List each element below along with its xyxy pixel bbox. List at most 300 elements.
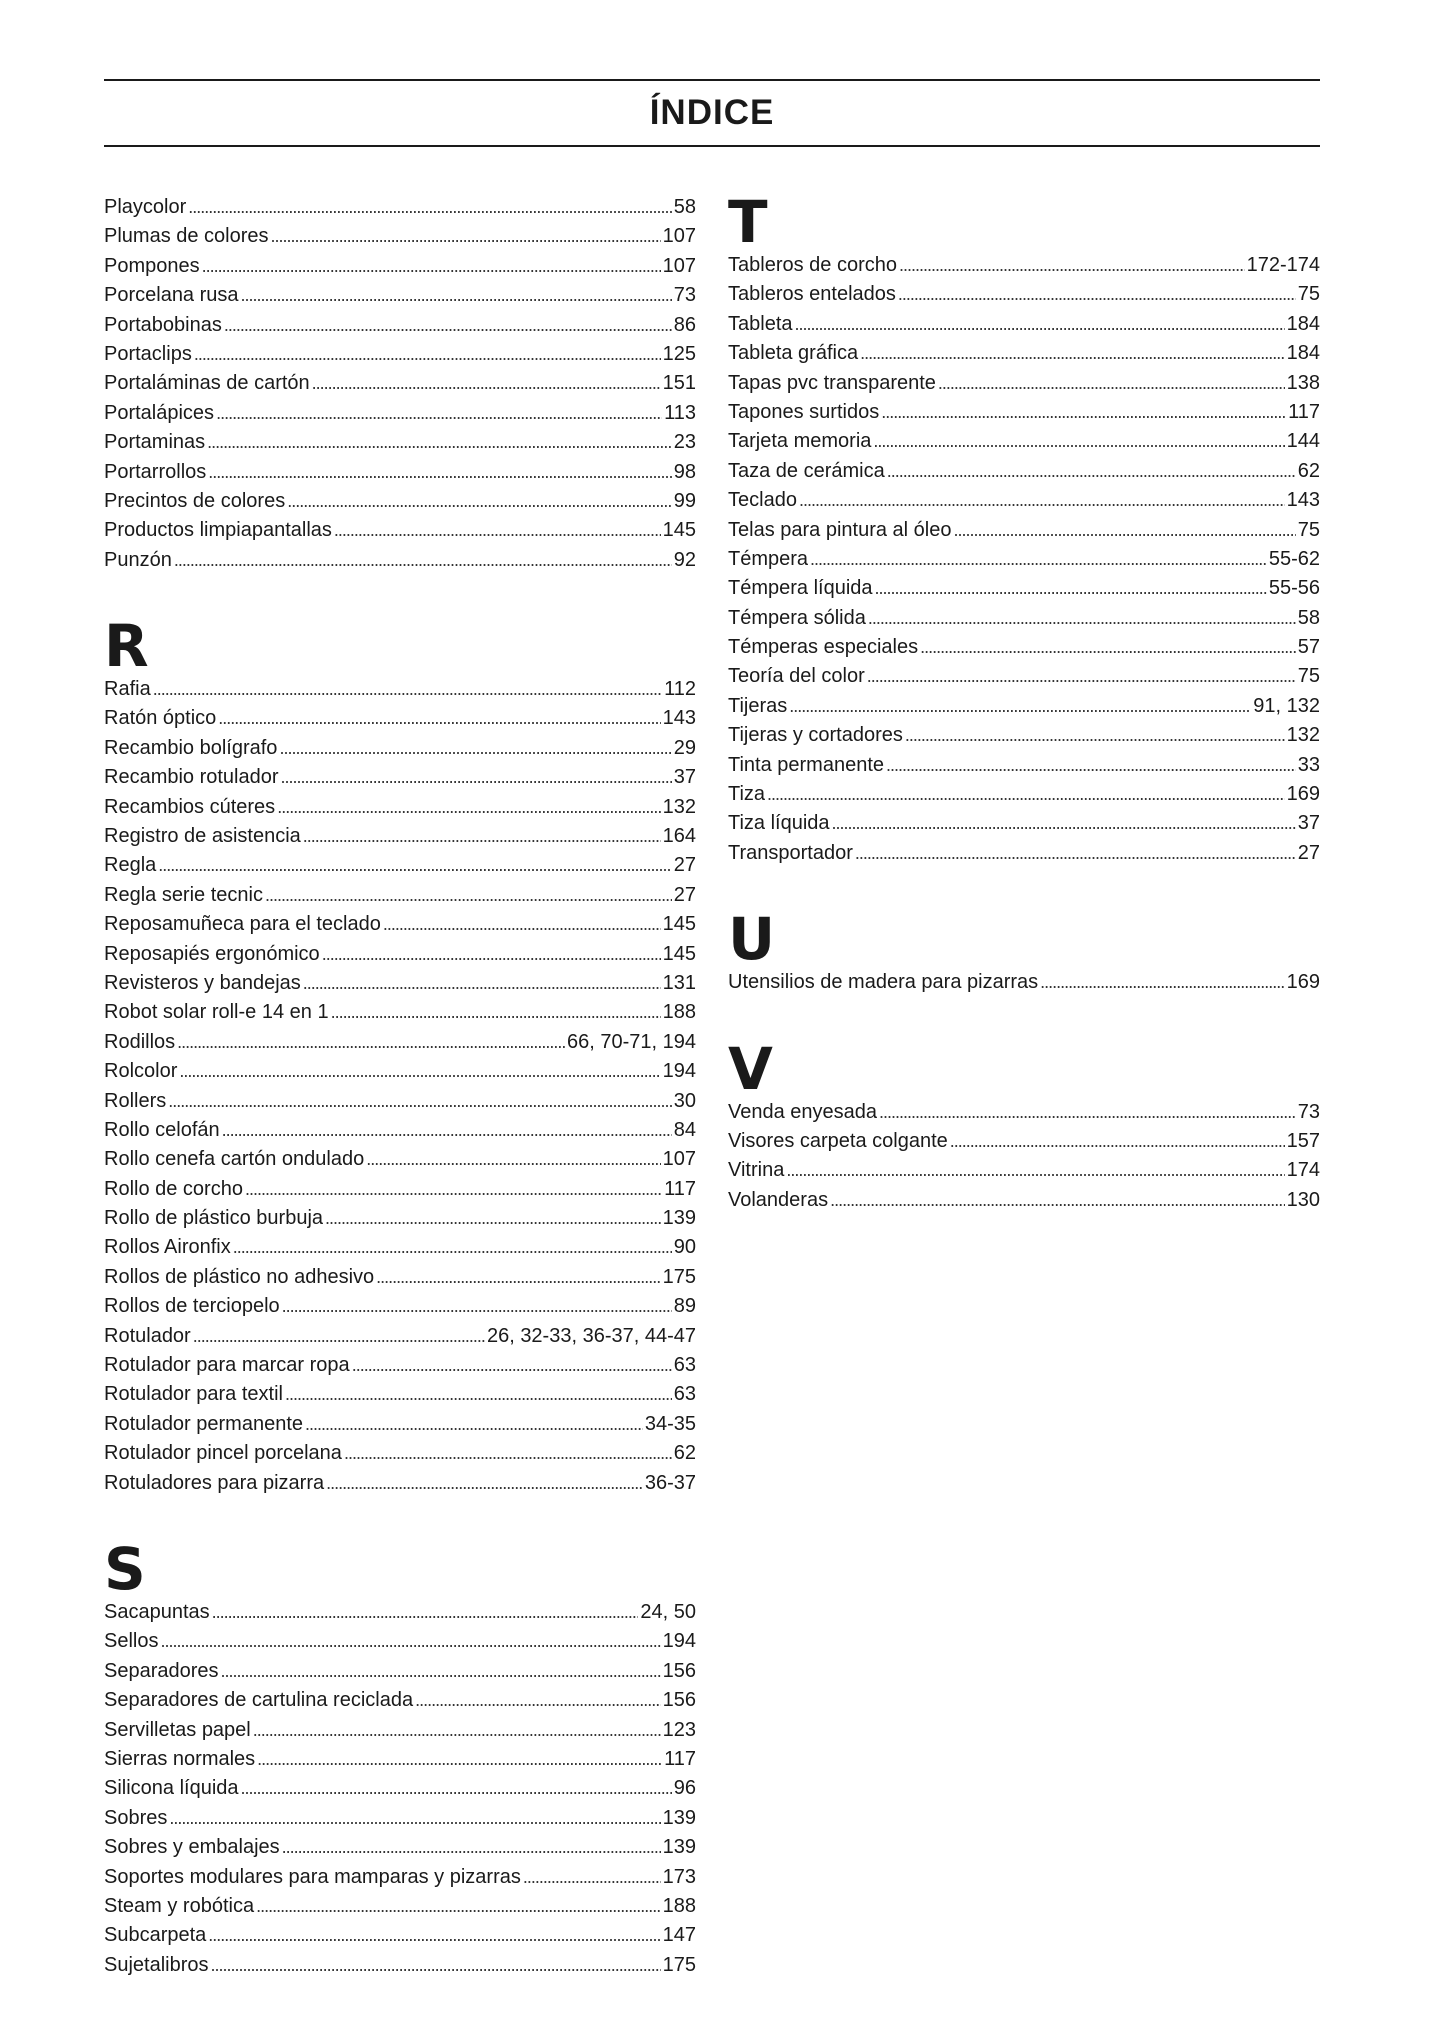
dot-leader (898, 280, 1296, 309)
entry-pages: 73 (673, 284, 696, 307)
index-entry (104, 458, 696, 487)
dot-leader (241, 281, 672, 310)
dot-leader (950, 1127, 1285, 1156)
entry-term: Robot solar roll-e 14 en 1 (104, 1001, 329, 1024)
entry-pages: 164 (662, 825, 696, 848)
entry-term: Portaclips (104, 342, 192, 365)
index-entry (104, 1686, 696, 1715)
entry-pages: 144 (1286, 430, 1320, 453)
entry-pages: 99 (673, 489, 696, 512)
index-entry (104, 428, 696, 457)
entry-term: Recambios cúteres (104, 795, 276, 818)
entry-term: Servilletas papel (104, 1718, 251, 1741)
entry-term: Porcelana rusa (104, 284, 239, 307)
dot-leader (881, 398, 1286, 427)
index-entry (104, 1469, 696, 1498)
entry-pages: 63 (673, 1383, 696, 1406)
entry-pages: 26, 32-33, 36-37, 44-47 (486, 1324, 696, 1347)
entry-term: Portalápices (104, 401, 215, 424)
dot-leader (177, 1028, 565, 1057)
entry-term: Sacapuntas (104, 1601, 210, 1623)
dot-leader (789, 692, 1251, 721)
dot-leader (334, 516, 661, 545)
index-entry (728, 692, 1320, 721)
dot-leader (366, 1145, 660, 1174)
entry-pages: 145 (662, 913, 696, 936)
dot-leader (158, 851, 671, 880)
index-entry (104, 1380, 696, 1409)
index-entry (104, 399, 696, 428)
entry-pages: 24, 50 (640, 1601, 696, 1623)
dot-leader (326, 1469, 643, 1498)
entry-term: Rollo de corcho (104, 1177, 243, 1200)
entry-term: Regla (104, 854, 157, 877)
index-entry (104, 1951, 696, 1980)
entry-term: Recambio rotulador (104, 766, 279, 789)
dot-leader (271, 222, 661, 251)
index-entry (728, 809, 1320, 838)
dot-leader (886, 751, 1296, 780)
dot-leader (799, 486, 1285, 515)
entry-term: Registro de asistencia (104, 825, 301, 848)
entry-pages: 174 (1286, 1159, 1320, 1182)
entry-pages: 139 (662, 1806, 696, 1829)
index-entry (104, 1116, 696, 1145)
dot-leader (253, 1716, 661, 1745)
dot-leader (873, 427, 1284, 456)
index-entry (104, 734, 696, 763)
index-entry (104, 1833, 696, 1862)
entry-pages: 143 (662, 707, 696, 730)
entry-term: Portabobinas (104, 313, 222, 336)
entry-term: Tapas pvc transparente (728, 371, 936, 394)
index-entry (104, 546, 696, 575)
index-entry (104, 1028, 696, 1057)
index-entry (104, 1863, 696, 1892)
dot-leader (168, 1087, 672, 1116)
entry-pages: 58 (673, 195, 696, 218)
entry-pages: 73 (1297, 1100, 1320, 1123)
entry-term: Tinta permanente (728, 753, 885, 776)
entry-term: Ratón óptico (104, 707, 217, 730)
entry-term: Teoría del color (728, 665, 865, 688)
index-entry (104, 222, 696, 251)
entry-term: Portaminas (104, 431, 206, 454)
entry-term: Portarrollos (104, 460, 207, 483)
entry-pages: 139 (662, 1836, 696, 1859)
index-entry (104, 969, 696, 998)
section-letter: T (728, 188, 768, 256)
index-entry (104, 881, 696, 910)
entry-pages: 188 (662, 1001, 696, 1024)
dot-leader (875, 574, 1267, 603)
index-section (728, 188, 1320, 868)
index-entry (728, 427, 1320, 456)
dot-leader (279, 734, 671, 763)
entry-term: Teclado (728, 489, 797, 512)
entry-pages: 117 (664, 1177, 696, 1200)
index-entry (104, 998, 696, 1027)
section-letter: S (104, 1535, 146, 1604)
entry-pages: 172-174 (1246, 253, 1320, 276)
entry-pages: 156 (662, 1689, 696, 1712)
dot-leader (221, 1657, 661, 1686)
entry-pages: 173 (662, 1865, 696, 1888)
dot-leader (208, 1921, 660, 1950)
dot-leader (832, 809, 1296, 838)
dot-leader (233, 1234, 672, 1263)
entry-pages: 86 (673, 313, 696, 336)
index-entry (728, 968, 1320, 997)
index-entry (728, 280, 1320, 309)
index-entry (104, 1234, 696, 1263)
index-entry (104, 1439, 696, 1468)
dot-leader (256, 1892, 661, 1921)
dot-leader (810, 545, 1267, 574)
dot-leader (282, 1833, 661, 1862)
entry-pages: 139 (662, 1207, 696, 1230)
dot-leader (211, 1951, 661, 1980)
index-entry (104, 1657, 696, 1686)
dot-leader (920, 633, 1296, 662)
dot-leader (277, 793, 660, 822)
entry-term: Rotulador (104, 1324, 191, 1347)
index-entry (104, 1292, 696, 1321)
entry-pages: 63 (673, 1354, 696, 1377)
index-entry (728, 839, 1320, 868)
entry-pages: 96 (673, 1777, 696, 1800)
index-entry (104, 1263, 696, 1292)
entry-term: Tarjeta memoria (728, 430, 872, 453)
index-entry (104, 675, 696, 704)
entry-term: Transportador (728, 841, 853, 864)
index-entry (728, 721, 1320, 750)
index-entry (104, 1410, 696, 1439)
index-column-left (104, 193, 696, 1980)
entry-pages: 156 (662, 1659, 696, 1682)
index-entry (728, 1186, 1320, 1215)
dot-leader (860, 339, 1285, 368)
entry-term: Playcolor (104, 195, 187, 218)
dot-leader (218, 704, 660, 733)
page-title: ÍNDICE (649, 93, 775, 132)
index-entry (728, 662, 1320, 691)
entry-term: Tiza (728, 783, 766, 806)
entry-term: Rotulador para textil (104, 1383, 283, 1406)
entry-term: Tableros de corcho (728, 253, 897, 276)
entry-term: Sobres (104, 1806, 168, 1829)
index-entry (104, 1175, 696, 1204)
index-entry (104, 340, 696, 369)
dot-leader (257, 1745, 662, 1774)
entry-term: Rolcolor (104, 1060, 178, 1083)
entry-term: Rotulador para marcar ropa (104, 1354, 350, 1377)
entry-pages: 23 (673, 431, 696, 454)
section-letter: R (104, 612, 149, 681)
dot-leader (312, 369, 661, 398)
dot-leader (303, 969, 661, 998)
index-column-right (728, 188, 1320, 1215)
dot-leader (245, 1175, 662, 1204)
entry-pages: 184 (1286, 312, 1320, 335)
entry-pages: 145 (662, 519, 696, 542)
index-entry (104, 1627, 696, 1656)
entry-pages: 92 (673, 548, 696, 571)
entry-pages: 91, 132 (1253, 694, 1320, 717)
entry-pages: 55-62 (1268, 547, 1320, 570)
entry-pages: 130 (1286, 1188, 1320, 1211)
index-entry (104, 793, 696, 822)
dot-leader (224, 311, 672, 340)
dot-leader (265, 881, 672, 910)
index-entry (104, 516, 696, 545)
index-entry (104, 1745, 696, 1774)
entry-term: Pompones (104, 254, 200, 277)
index-entry (104, 311, 696, 340)
entry-term: Separadores de cartulina reciclada (104, 1689, 414, 1712)
index-entry (104, 1716, 696, 1745)
index-entry (728, 751, 1320, 780)
section-letter: U (728, 905, 776, 974)
entry-term: Portaláminas de cartón (104, 372, 310, 395)
entry-term: Reposapiés ergonómico (104, 942, 320, 965)
dot-leader (905, 721, 1285, 750)
index-entry (728, 1156, 1320, 1185)
entry-term: Precintos de colores (104, 489, 286, 512)
dot-leader (887, 457, 1296, 486)
entry-pages: 169 (1286, 971, 1320, 994)
index-entry (104, 1598, 696, 1627)
dot-leader (212, 1598, 639, 1627)
entry-term: Témpera (728, 547, 809, 570)
dot-leader (208, 458, 671, 487)
entry-pages: 58 (1297, 606, 1320, 629)
entry-term: Tableta (728, 312, 793, 335)
entry-pages: 107 (662, 1148, 696, 1171)
dot-leader (325, 1204, 661, 1233)
dot-leader (222, 1116, 672, 1145)
entry-pages: 62 (673, 1442, 696, 1465)
entry-term: Rollos Aironfix (104, 1236, 231, 1259)
entry-term: Sujetalibros (104, 1953, 209, 1976)
dot-leader (855, 839, 1296, 868)
entry-pages: 27 (673, 883, 696, 906)
index-entry (728, 310, 1320, 339)
dot-leader (202, 252, 661, 281)
dot-leader (953, 516, 1295, 545)
index-entry (104, 193, 696, 222)
entry-term: Silicona líquida (104, 1777, 239, 1800)
index-entry (728, 545, 1320, 574)
entry-pages: 123 (662, 1718, 696, 1741)
entry-pages: 37 (673, 766, 696, 789)
entry-pages: 75 (1297, 518, 1320, 541)
entry-term: Punzón (104, 548, 172, 571)
entry-pages: 143 (1286, 489, 1320, 512)
entry-term: Rollers (104, 1089, 167, 1112)
index-entry (104, 369, 696, 398)
entry-pages: 132 (662, 795, 696, 818)
index-entry (728, 1098, 1320, 1127)
index-section (728, 1034, 1320, 1216)
dot-leader (523, 1863, 661, 1892)
dot-leader (786, 1156, 1284, 1185)
entry-pages: 66, 70-71, 194 (567, 1030, 696, 1053)
index-entry (104, 281, 696, 310)
index-entry (104, 1774, 696, 1803)
dot-leader (241, 1774, 672, 1803)
entry-pages: 125 (662, 342, 696, 365)
entry-pages: 132 (1286, 724, 1320, 747)
entry-pages: 117 (664, 1747, 696, 1770)
index-entry (728, 486, 1320, 515)
dot-leader (415, 1686, 661, 1715)
index-entry (104, 822, 696, 851)
entry-pages: 57 (1297, 636, 1320, 659)
entry-term: Subcarpeta (104, 1924, 207, 1947)
index-entry (104, 487, 696, 516)
index-entry (104, 1892, 696, 1921)
dot-leader (868, 604, 1296, 633)
index-section (104, 612, 696, 1498)
entry-term: Rotulador pincel porcelana (104, 1442, 342, 1465)
entry-pages: 90 (673, 1236, 696, 1259)
entry-term: Tijeras y cortadores (728, 724, 903, 747)
entry-term: Témpera sólida (728, 606, 866, 629)
entry-term: Reposamuñeca para el teclado (104, 913, 381, 936)
dot-leader (376, 1263, 660, 1292)
entry-pages: 151 (662, 372, 696, 395)
dot-leader (282, 1292, 672, 1321)
index-entry (104, 1322, 696, 1351)
entry-pages: 157 (1286, 1129, 1320, 1152)
entry-term: Rotuladores para pizarra (104, 1471, 325, 1494)
entry-term: Tiza líquida (728, 812, 830, 835)
entry-pages: 131 (662, 971, 696, 994)
entry-term: Rodillos (104, 1030, 176, 1053)
index-entry (728, 339, 1320, 368)
index-entry (104, 1057, 696, 1086)
entry-pages: 33 (1297, 753, 1320, 776)
dot-leader (281, 763, 672, 792)
entry-pages: 29 (673, 736, 696, 759)
entry-pages: 107 (662, 254, 696, 277)
index-entry (728, 1127, 1320, 1156)
entry-term: Rafia (104, 678, 151, 701)
entry-pages: 147 (662, 1924, 696, 1947)
entry-term: Sobres y embalajes (104, 1836, 280, 1859)
entry-term: Separadores (104, 1659, 219, 1682)
dot-leader (153, 675, 662, 704)
entry-term: Témperas especiales (728, 636, 919, 659)
entry-term: Steam y robótica (104, 1894, 255, 1917)
entry-term: Tableros entelados (728, 283, 896, 306)
index-entry (728, 457, 1320, 486)
index-entry (104, 910, 696, 939)
entry-pages: 175 (662, 1953, 696, 1976)
entry-pages: 113 (664, 401, 696, 424)
entry-pages: 175 (662, 1265, 696, 1288)
entry-term: Rollos de terciopelo (104, 1295, 280, 1318)
entry-term: Tableta gráfica (728, 342, 859, 365)
entry-pages: 55-56 (1268, 577, 1320, 600)
entry-pages: 145 (662, 942, 696, 965)
entry-term: Tijeras (728, 694, 788, 717)
entry-term: Rollo de plástico burbuja (104, 1207, 324, 1230)
index-entry (728, 251, 1320, 280)
dot-leader (879, 1098, 1296, 1127)
index-entry (104, 1204, 696, 1233)
entry-pages: 34-35 (644, 1412, 696, 1435)
section-letter: V (728, 1034, 773, 1103)
entry-term: Telas para pintura al óleo (728, 518, 952, 541)
entry-pages: 30 (673, 1089, 696, 1112)
entry-term: Vitrina (728, 1159, 785, 1182)
index-entry (104, 252, 696, 281)
dot-leader (188, 193, 671, 222)
entry-pages: 112 (664, 678, 696, 701)
entry-pages: 75 (1297, 283, 1320, 306)
index-entry (728, 780, 1320, 809)
entry-pages: 84 (673, 1118, 696, 1141)
entry-pages: 194 (662, 1630, 696, 1653)
entry-term: Rollo celofán (104, 1118, 220, 1141)
dot-leader (207, 428, 672, 457)
entry-term: Productos limpiapantallas (104, 519, 332, 542)
entry-term: Sierras normales (104, 1747, 256, 1770)
dot-leader (193, 1322, 485, 1351)
index-entry (728, 604, 1320, 633)
entry-pages: 37 (1297, 812, 1320, 835)
entry-term: Volanderas (728, 1188, 829, 1211)
dot-leader (899, 251, 1245, 280)
index-entry (104, 1351, 696, 1380)
entry-pages: 169 (1286, 783, 1320, 806)
dot-leader (303, 822, 661, 851)
dot-leader (352, 1351, 672, 1380)
entry-pages: 188 (662, 1894, 696, 1917)
entry-pages: 107 (662, 225, 696, 248)
index-entry (104, 1804, 696, 1833)
dot-leader (331, 998, 661, 1027)
entry-pages: 62 (1297, 459, 1320, 482)
dot-leader (287, 487, 672, 516)
entry-term: Sellos (104, 1630, 159, 1653)
entry-term: Témpera líquida (728, 577, 873, 600)
dot-leader (383, 910, 661, 939)
entry-term: Plumas de colores (104, 225, 269, 248)
entry-term: Taza de cerámica (728, 459, 885, 482)
dot-leader (194, 340, 661, 369)
entry-term: Rollo cenefa cartón ondulado (104, 1148, 365, 1171)
dot-leader (160, 1627, 660, 1656)
index-entry (728, 369, 1320, 398)
index-entry (728, 516, 1320, 545)
index-entry (728, 633, 1320, 662)
index-entry (728, 574, 1320, 603)
index-entry (104, 1087, 696, 1116)
index-entry (104, 1145, 696, 1174)
index-entry (104, 704, 696, 733)
entry-term: Rotulador permanente (104, 1412, 304, 1435)
entry-term: Tapones surtidos (728, 400, 880, 423)
dot-leader (938, 369, 1285, 398)
entry-term: Visores carpeta colgante (728, 1129, 948, 1152)
dot-leader (322, 940, 661, 969)
index-entry (104, 1921, 696, 1950)
dot-leader (1040, 968, 1284, 997)
entry-term: Utensilios de madera para pizarras (728, 971, 1039, 994)
